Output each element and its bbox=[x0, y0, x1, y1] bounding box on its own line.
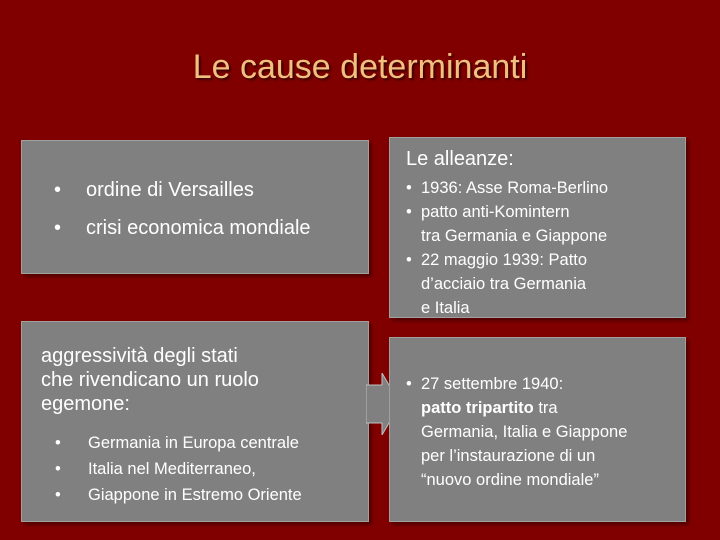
aggression-box bbox=[21, 321, 369, 522]
tripartite-box bbox=[389, 337, 686, 522]
alliance-item: • patto anti-Komintern tra Germania e Giappone bbox=[406, 200, 608, 248]
alliances-box bbox=[389, 137, 686, 318]
tripartite-bold: patto tripartito bbox=[421, 399, 534, 417]
alliances-list bbox=[406, 176, 608, 320]
aggression-text: aggressività degli stati che rivendicano un ruolo egemone: bbox=[41, 345, 259, 415]
aggression-list bbox=[55, 430, 302, 508]
causes-list bbox=[54, 179, 311, 255]
cause-item: • ordine di Versailles bbox=[54, 179, 311, 217]
alliances-heading: Le alleanze: bbox=[406, 148, 514, 170]
causes-box bbox=[21, 140, 369, 274]
tripartite-list bbox=[406, 372, 627, 492]
alliance-item: • 22 maggio 1939: Patto d’acciaio tra Germania e Italia bbox=[406, 248, 608, 320]
aggression-item: • Giappone in Estremo Oriente bbox=[55, 482, 302, 508]
tripartite-item: • 27 settembre 1940: patto tripartito tra Germania, Italia e Giappone per l’instaurazione di un “nuovo ordine mondiale” bbox=[406, 372, 627, 492]
cause-item: • crisi economica mondiale bbox=[54, 217, 311, 255]
aggression-item: • Italia nel Mediterraneo, bbox=[55, 456, 302, 482]
slide-title: Le cause determinanti bbox=[192, 48, 528, 86]
alliance-item: • 1936: Asse Roma-Berlino bbox=[406, 176, 608, 200]
aggression-item: • Germania in Europa centrale bbox=[55, 430, 302, 456]
